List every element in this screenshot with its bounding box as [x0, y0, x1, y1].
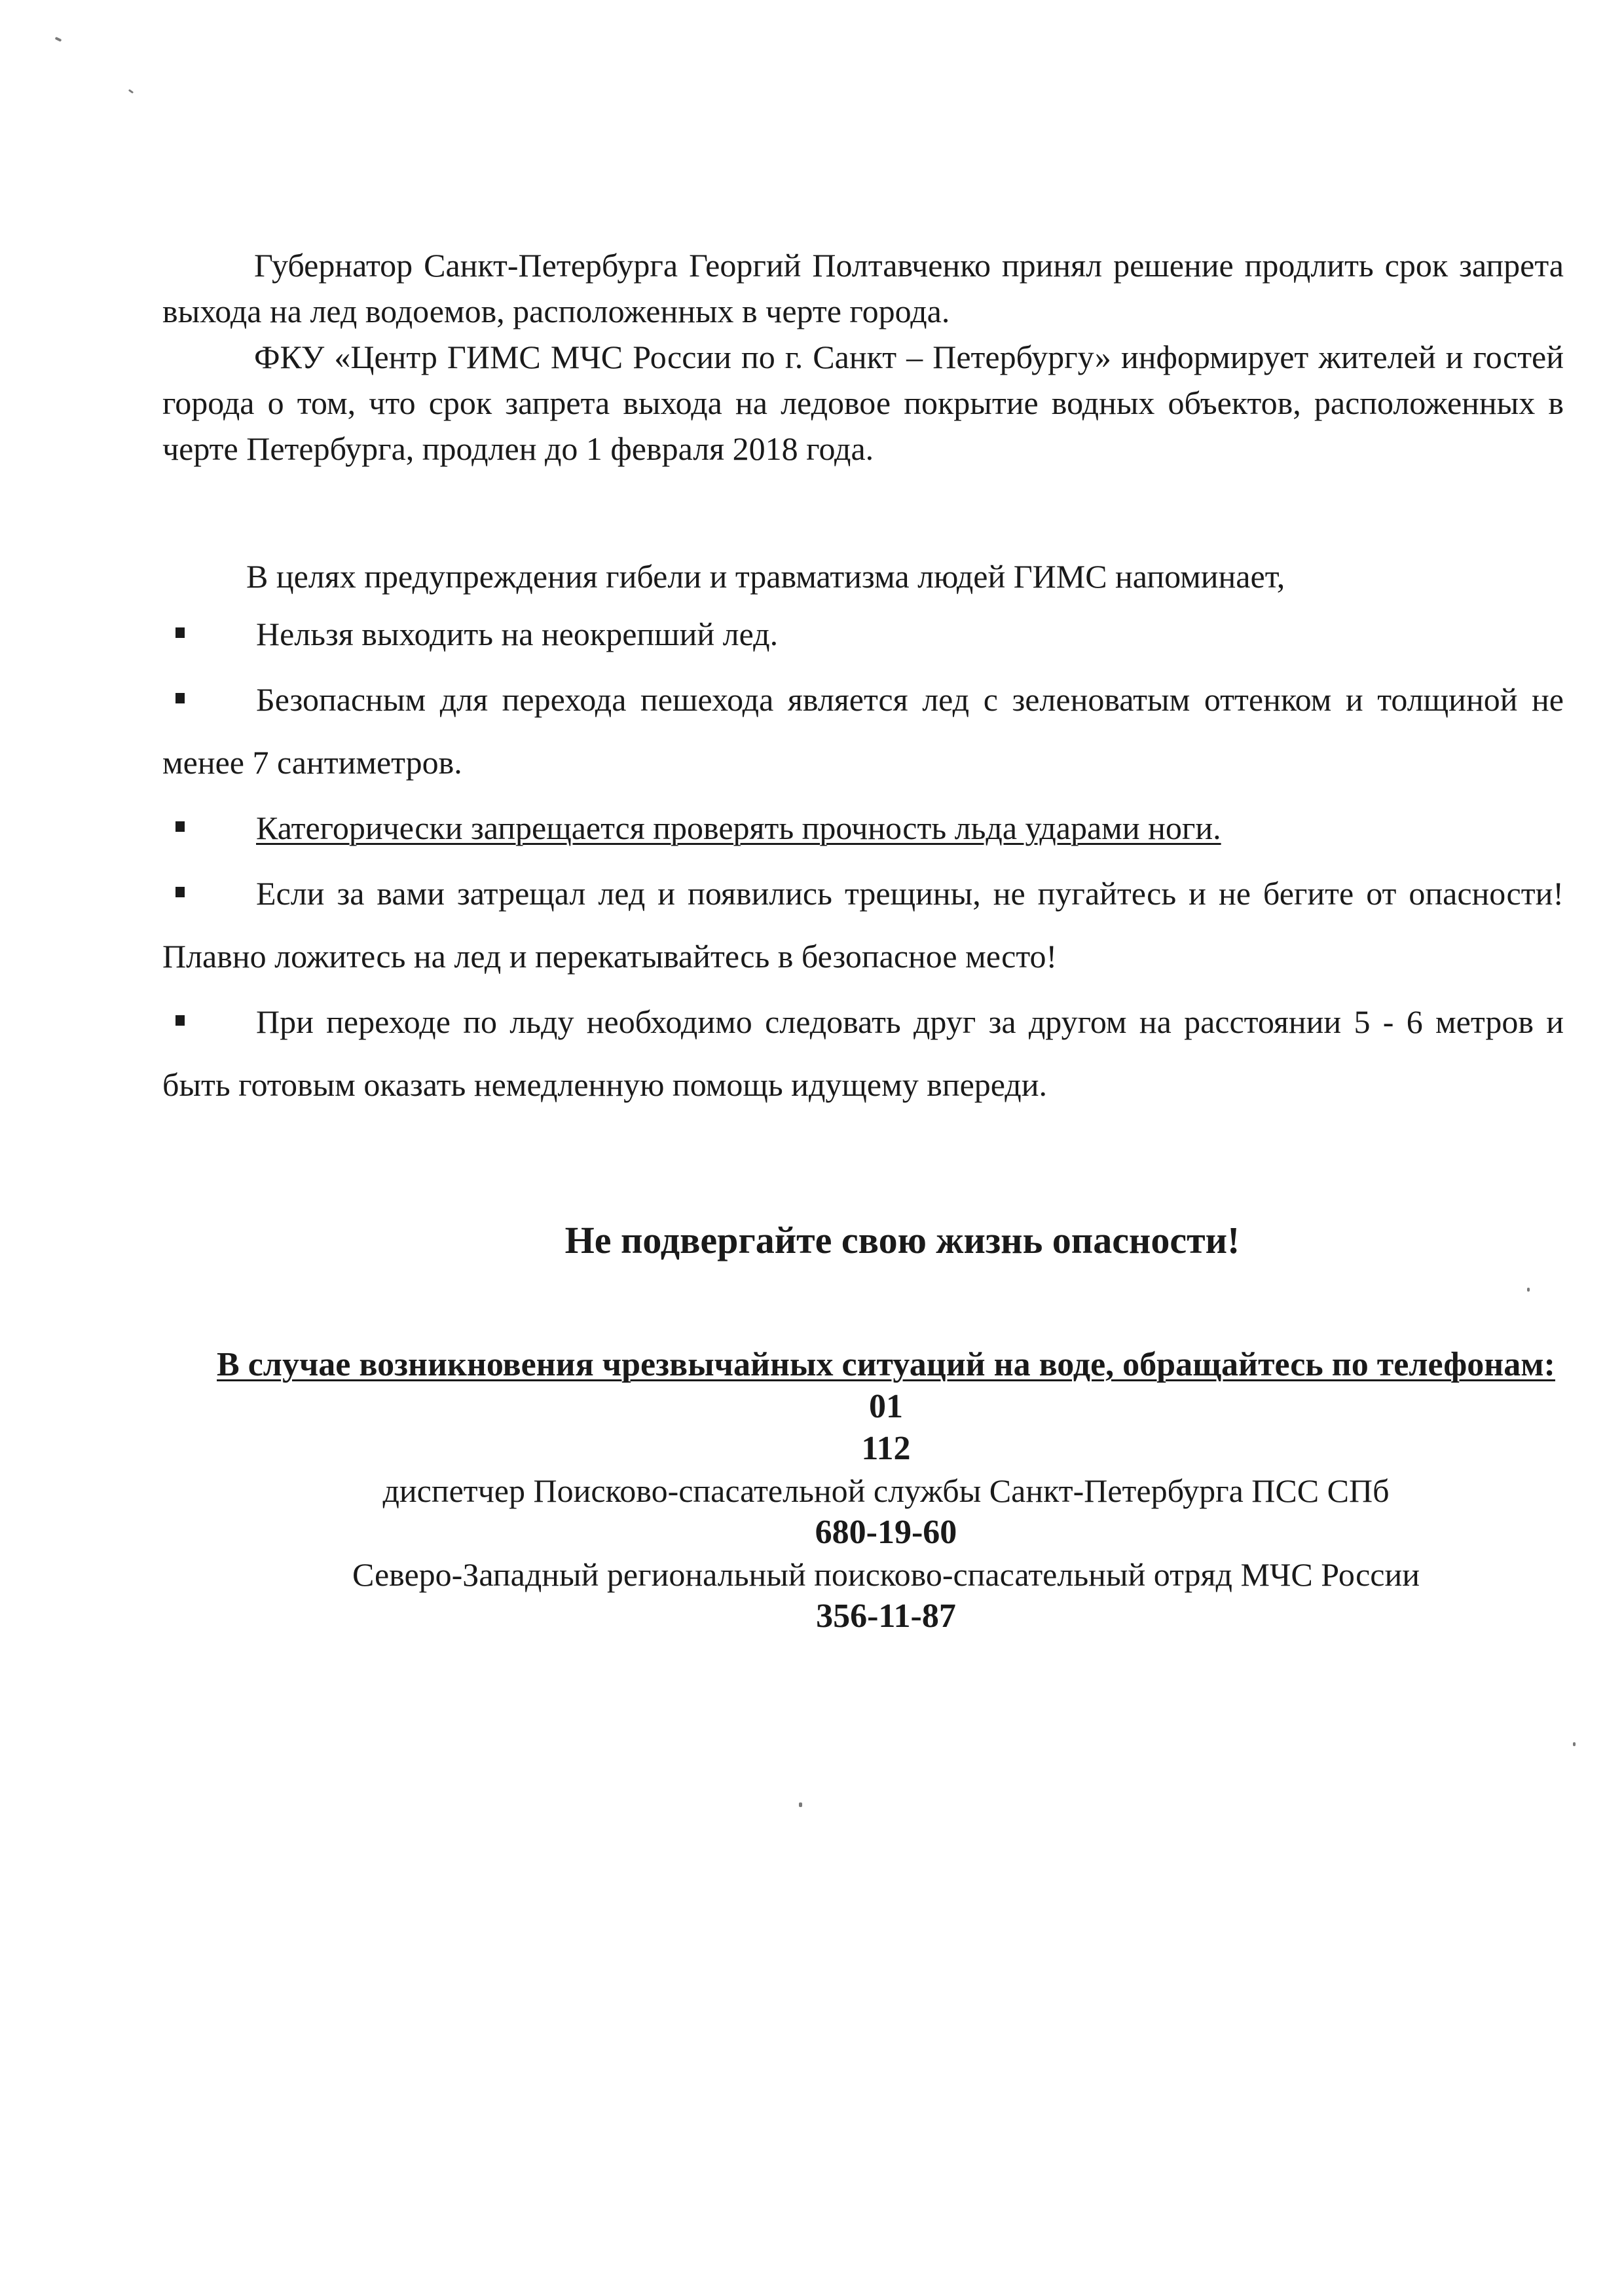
safety-rule [162, 796, 1564, 859]
safety-rule [162, 668, 1564, 794]
contacts-heading: В случае возникновения чрезвычайных ситуаций на воде, обращайтесь по телефонам: [217, 1346, 1555, 1383]
phone-number: 112 [861, 1430, 911, 1467]
emergency-contacts [162, 1344, 1564, 1637]
advice-lead: В целях предупреждения гибели и травматизма людей ГИМС напоминает, [246, 558, 1285, 595]
square-bullet-icon [175, 821, 185, 832]
phone-number: 680-19-60 [815, 1514, 957, 1551]
safety-rules-list [162, 603, 1564, 1116]
service-name: диспетчер Поисково-спасательной службы Санкт-Петербурга ПСС СПб [382, 1472, 1390, 1509]
scan-speck [55, 37, 62, 42]
service-name: Северо-Западный региональный поисково-спасательный отряд МЧС России [352, 1556, 1420, 1593]
intro-paragraph-governor-decision: Губернатор Санкт-Петербурга Георгий Полтавченко принял решение продлить срок запрета выхода на лед водоемов, расположенных в черте города. [162, 247, 1564, 329]
square-bullet-icon [175, 887, 185, 897]
phone-number: 356-11-87 [816, 1597, 956, 1635]
document-body [162, 242, 1564, 1637]
safety-rule [162, 603, 1564, 665]
safety-rule-text: Если за вами затрещал лед и появились трещины, не пугайтесь и не бегите от опасности! Плавно ложитесь на лед и перекатывайтесь в безопасное место! [162, 875, 1564, 975]
safety-rule-text: При переходе по льду необходимо следовать друг за другом на расстоянии 5 - 6 метров и быть готовым оказать немедленную помощь идущему впереди. [162, 1003, 1564, 1103]
intro-section [162, 242, 1564, 472]
safety-rule-text: Безопасным для перехода пешехода является лед с зеленоватым оттенком и толщиной не менее 7 сантиметров. [162, 681, 1564, 781]
safety-rule-text: Категорически запрещается проверять прочность льда ударами ноги. [256, 810, 1221, 846]
safety-rule [162, 862, 1564, 988]
safety-rule [162, 990, 1564, 1116]
safety-rule-text: Нельзя выходить на неокрепший лед. [256, 616, 779, 652]
intro-paragraph-gims-notice: ФКУ «Центр ГИМС МЧС России по г. Санкт – Петербургу» информирует жителей и гостей города о том, что срок запрета выхода на ледовое покрытие водных объектов, расположенных в черте Петербурга, продлен до 1 февраля 2018 года. [162, 339, 1564, 467]
phone-number: 01 [869, 1388, 903, 1425]
warning-slogan: Не подвергайте свою жизнь опасности! [564, 1219, 1240, 1261]
scan-speck [1573, 1742, 1576, 1746]
square-bullet-icon [175, 693, 185, 703]
square-bullet-icon [175, 627, 185, 638]
scan-speck [128, 89, 134, 94]
square-bullet-icon [175, 1015, 185, 1026]
scan-speck [799, 1802, 802, 1807]
